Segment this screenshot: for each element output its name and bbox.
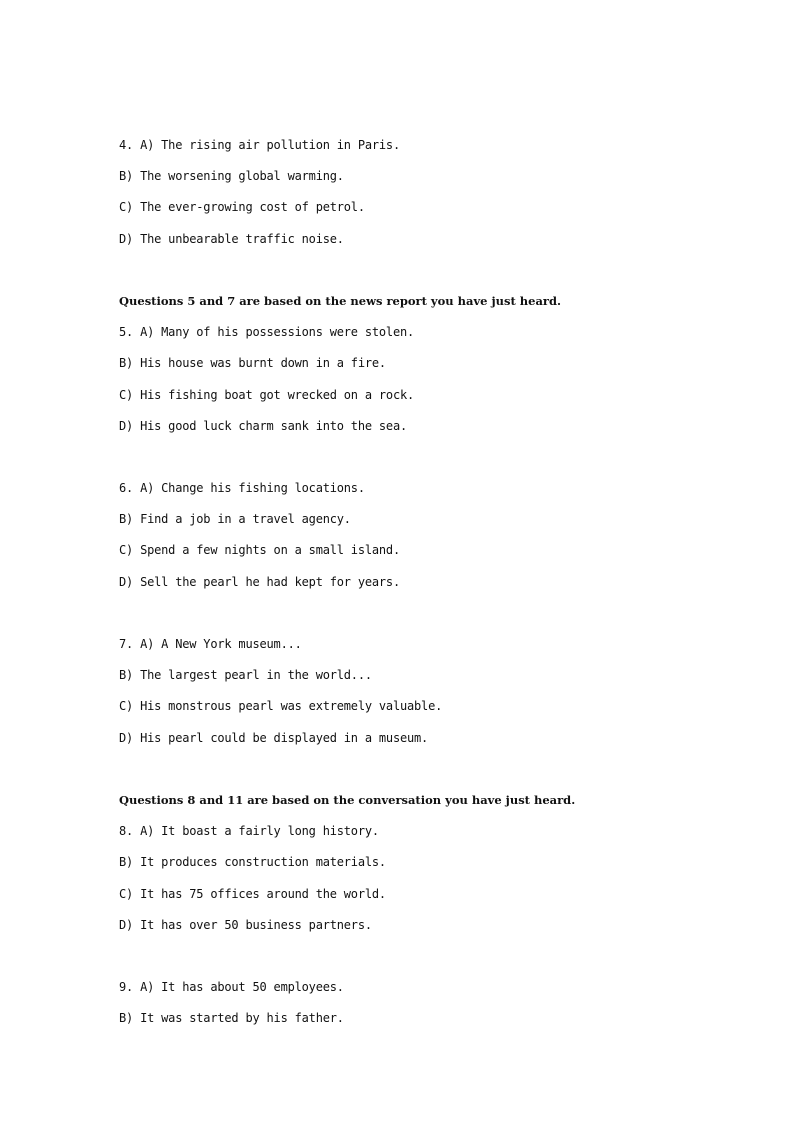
answer-option: 6. A) Change his fishing locations. (119, 481, 365, 496)
blank-line (119, 261, 719, 292)
answer-option: D) His pearl could be displayed in a museum. (119, 730, 429, 745)
answer-option: D) Sell the pearl he had kept for years. (119, 574, 400, 589)
answer-option: B) The largest pearl in the world... (119, 668, 372, 683)
answer-option: 8. A) It boast a fairly long history. (119, 824, 379, 839)
answer-option: 5. A) Many of his possessions were stolen. (119, 325, 415, 340)
blank-line (119, 947, 719, 978)
blank-line (119, 448, 719, 479)
answer-option: D) It has over 50 business partners. (119, 917, 372, 932)
blank-line (119, 604, 719, 635)
answer-option: B) The worsening global warming. (119, 169, 344, 184)
question-list (119, 136, 719, 1040)
answer-option: 7. A) A New York museum... (119, 637, 302, 651)
answer-option: 4. A) The rising air pollution in Paris. (119, 138, 400, 152)
answer-option: C) The ever-growing cost of petrol. (119, 200, 365, 215)
answer-option: C) His fishing boat got wrecked on a rock. (119, 387, 415, 402)
blank-line (119, 760, 719, 791)
section-heading: Questions 5 and 7 are based on the news report you have just heard. (119, 293, 562, 308)
answer-option: 9. A) It has about 50 employees. (119, 980, 344, 995)
answer-option: D) His good luck charm sank into the sea. (119, 418, 408, 433)
section-heading: Questions 8 and 11 are based on the conversation you have just heard. (119, 792, 576, 807)
answer-option: B) It was started by his father. (119, 1011, 344, 1026)
answer-option: D) The unbearable traffic noise. (119, 231, 344, 246)
answer-option: C) Spend a few nights on a small island. (119, 543, 400, 558)
answer-option: B) It produces construction materials. (119, 855, 386, 870)
answer-option: B) His house was burnt down in a fire. (119, 356, 386, 371)
answer-option: C) It has 75 offices around the world. (119, 886, 386, 901)
answer-option: B) Find a job in a travel agency. (119, 512, 351, 527)
answer-option: C) His monstrous pearl was extremely valuable. (119, 699, 443, 714)
